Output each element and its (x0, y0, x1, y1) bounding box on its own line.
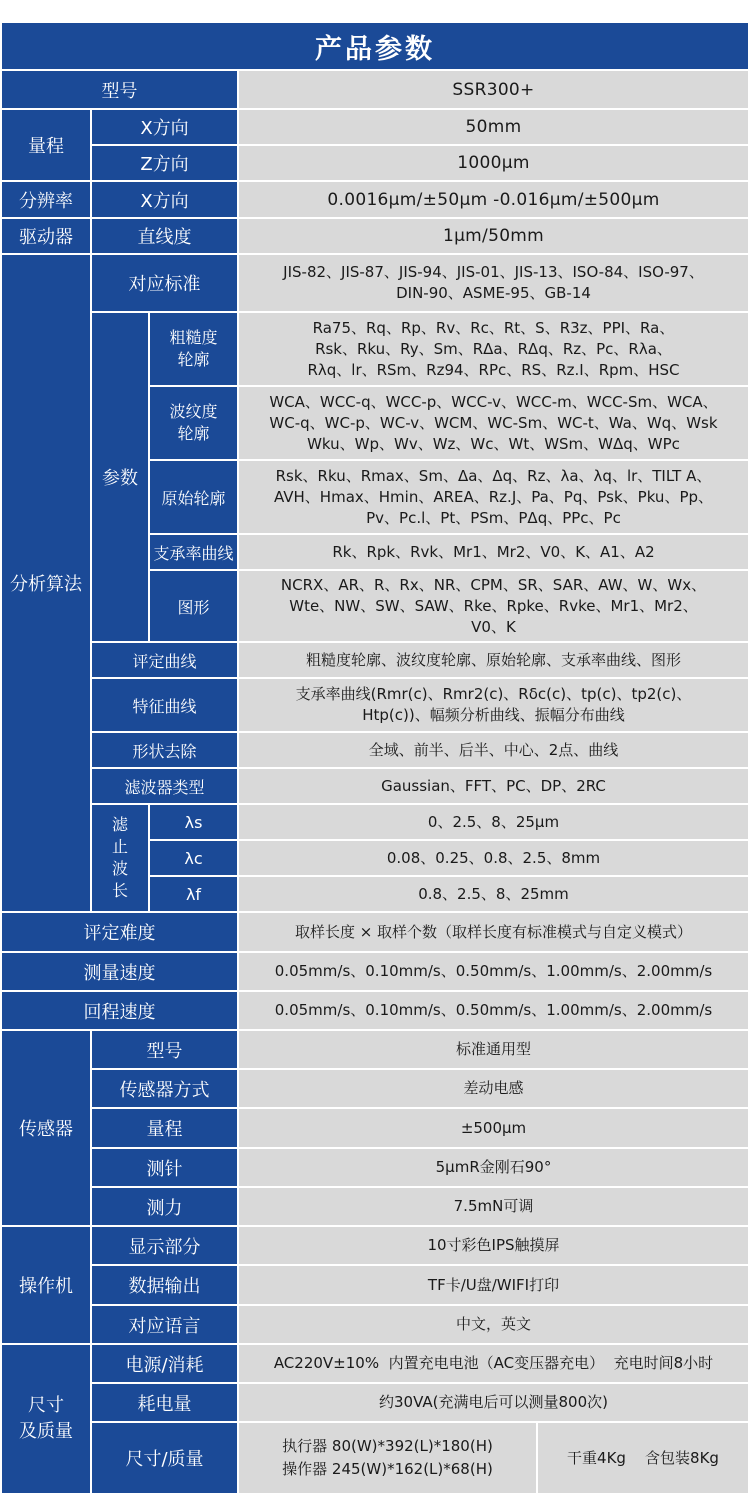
filter-type-label: 滤波器类型 (92, 769, 237, 803)
drive-value: 1μm/50mm (239, 219, 748, 253)
stylus-label: 测针 (92, 1149, 237, 1186)
force-value: 7.5mN可调 (239, 1188, 748, 1225)
dimension-value: 执行器 80(W)*392(L)*180(H) 操作器 245(W)*162(L)*68(H) (239, 1423, 536, 1493)
resolution-x-label: X方向 (92, 182, 237, 217)
waviness-value: WCA、WCC-q、WCC-p、WCC-v、WCC-m、WCC-Sm、WCA、 WC-q、WC-p、WC-v、WCM、WC-Sm、WC-t、Wa、Wq、Wsk Wku、Wp、Wv、Wz、Wc、Wt、WSm、WΔq、WPc (239, 387, 748, 459)
roughness-label: 粗糙度 轮廓 (150, 313, 237, 385)
display-value: 10寸彩色IPS触摸屏 (239, 1227, 748, 1264)
range-x-label: X方向 (92, 110, 237, 144)
sensor-method-label: 传感器方式 (92, 1070, 237, 1107)
shape-removal-label: 形状去除 (92, 733, 237, 767)
standards-value: JIS-82、JIS-87、JIS-94、JIS-01、JIS-13、ISO-84、ISO-97、 DIN-90、ASME-95、GB-14 (239, 255, 748, 311)
meas-speed-value: 0.05mm/s、0.10mm/s、0.50mm/s、1.00mm/s、2.00mm/s (239, 953, 748, 990)
meas-speed-label: 测量速度 (2, 953, 237, 990)
display-label: 显示部分 (92, 1227, 237, 1264)
dimension-label: 尺寸/质量 (92, 1423, 237, 1493)
sensor-range-label: 量程 (92, 1109, 237, 1147)
operator-label: 操作机 (2, 1227, 90, 1343)
sensor-type-value: 标准通用型 (239, 1031, 748, 1068)
lambda-s-label: λs (150, 805, 237, 839)
drive-sub-label: 直线度 (92, 219, 237, 253)
sensor-method-value: 差动电感 (239, 1070, 748, 1107)
power-label: 电源/消耗 (92, 1345, 237, 1382)
power-value: AC220V±10% 内置充电电池（AC变压器充电） 充电时间8小时 (239, 1345, 748, 1382)
waviness-label: 波纹度 轮廓 (150, 387, 237, 459)
language-label: 对应语言 (92, 1306, 237, 1343)
feature-curve-label: 特征曲线 (92, 679, 237, 731)
size-weight-label: 尺寸 及质量 (2, 1345, 90, 1493)
lambda-c-label: λc (150, 841, 237, 875)
range-x-value: 50mm (239, 110, 748, 144)
graph-label: 图形 (150, 571, 237, 641)
standards-label: 对应标准 (92, 255, 237, 311)
params-label: 参数 (92, 313, 148, 641)
range-label: 量程 (2, 110, 90, 180)
data-output-value: TF卡/U盘/WIFI打印 (239, 1266, 748, 1304)
lambda-s-value: 0、2.5、8、25μm (239, 805, 748, 839)
roughness-value: Ra75、Rq、Rp、Rv、Rc、Rt、S、R3z、PPI、Ra、 Rsk、Rku、Ry、Sm、RΔa、RΔq、Rz、Pc、Rλa、 Rλq、lr、RSm、Rz94、RPc、RS、Rz.I、Rpm、HSC (239, 313, 748, 385)
weight-value: 干重4Kg 含包装8Kg (538, 1423, 748, 1493)
model-value: SSR300+ (239, 71, 748, 108)
model-label: 型号 (2, 71, 237, 108)
resolution-x-value: 0.0016μm/±50μm -0.016μm/±500μm (239, 182, 748, 217)
sensor-range-value: ±500μm (239, 1109, 748, 1147)
language-value: 中文，英文 (239, 1306, 748, 1343)
page-title: 产品参数 (2, 23, 748, 69)
stylus-value: 5μmR金刚石90° (239, 1149, 748, 1186)
range-z-value: 1000μm (239, 146, 748, 180)
shape-removal-value: 全域、前半、后半、中心、2点、曲线 (239, 733, 748, 767)
bearing-label: 支承率曲线 (150, 535, 237, 569)
resolution-label: 分辨率 (2, 182, 90, 217)
data-output-label: 数据输出 (92, 1266, 237, 1304)
graph-value: NCRX、AR、R、Rx、NR、CPM、SR、SAR、AW、W、Wx、 Wte、NW、SW、SAW、Rke、Rpke、Rvke、Mr1、Mr2、 V0、K (239, 571, 748, 641)
primary-value: Rsk、Rku、Rmax、Sm、Δa、Δq、Rz、λa、λq、lr、TILT A、 AVH、Hmax、Hmin、AREA、Rz.J、Pa、Pq、Psk、Pku、Pp、 Pv、Pc.l、Pt、PSm、PΔq、PPc、Pc (239, 461, 748, 533)
return-speed-value: 0.05mm/s、0.10mm/s、0.50mm/s、1.00mm/s、2.00mm/s (239, 992, 748, 1029)
eval-difficulty-label: 评定难度 (2, 913, 237, 951)
primary-label: 原始轮廓 (150, 461, 237, 533)
cutoff-wavelength-label: 滤 止 波 长 (92, 805, 148, 911)
return-speed-label: 回程速度 (2, 992, 237, 1029)
force-label: 测力 (92, 1188, 237, 1225)
sensor-label: 传感器 (2, 1031, 90, 1225)
drive-label: 驱动器 (2, 219, 90, 253)
eval-curve-label: 评定曲线 (92, 643, 237, 677)
filter-type-value: Gaussian、FFT、PC、DP、2RC (239, 769, 748, 803)
eval-curve-value: 粗糙度轮廓、波纹度轮廓、原始轮廓、支承率曲线、图形 (239, 643, 748, 677)
consumption-value: 约30VA(充满电后可以测量800次) (239, 1384, 748, 1421)
lambda-c-value: 0.08、0.25、0.8、2.5、8mm (239, 841, 748, 875)
bearing-value: Rk、Rpk、Rvk、Mr1、Mr2、V0、K、A1、A2 (239, 535, 748, 569)
lambda-f-value: 0.8、2.5、8、25mm (239, 877, 748, 911)
consumption-label: 耗电量 (92, 1384, 237, 1421)
eval-difficulty-value: 取样长度 × 取样个数（取样长度有标准模式与自定义模式） (239, 913, 748, 951)
lambda-f-label: λf (150, 877, 237, 911)
feature-curve-value: 支承率曲线(Rmr(c)、Rmr2(c)、Rδc(c)、tp(c)、tp2(c)、 Htp(c))、幅频分析曲线、振幅分布曲线 (239, 679, 748, 731)
range-z-label: Z方向 (92, 146, 237, 180)
sensor-type-label: 型号 (92, 1031, 237, 1068)
analysis-label: 分析算法 (2, 255, 90, 911)
